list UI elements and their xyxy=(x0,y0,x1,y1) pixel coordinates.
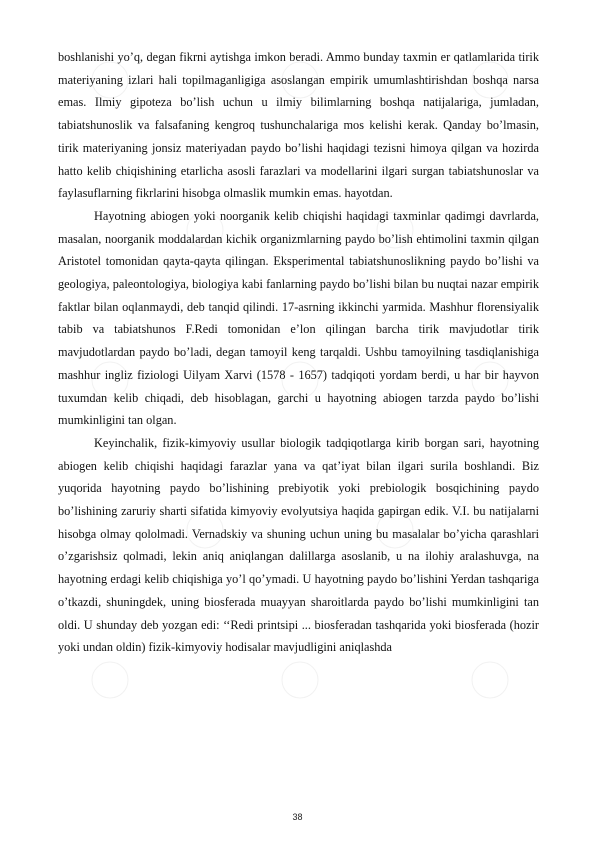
document-page xyxy=(58,46,539,659)
paragraph-1: boshlanishi yo’q, degan fikrni aytishga imkon beradi. Ammo bunday taxmin er qatlamlarida tirik materiyaning izlari hali topilmaganligiga asoslangan empirik umumlashtirishdan boshqa narsa emas. Ilmiy gipoteza bo’lish uchun u ilmiy bilimlarning boshqa natijalariga, jumladan, tabiatshunoslik va falsafaning kengroq tushunchalariga mos kelishi kerak. Qanday bo’lmasin, tirik materiyaning jonsiz materiyadan paydo bo’lishi haqidagi tezisni himoya qilgan va hozirda hatto kelib chiqishining etarlicha asosli farazlari va modellarini ilgari surgan tabiatshunoslar va faylasuflarning fikrlarini hisobga olmaslik mumkin emas. hayotdan. xyxy=(58,50,539,201)
page-number: 38 xyxy=(292,812,303,822)
paragraph-3: Keyinchalik, fizik-kimyoviy usullar biologik tadqiqotlarga kirib borgan sari, hayotning abiogen kelib chiqishi haqidagi farazlar yana va qat’iyat bilan ilgari surila boshlandi. Biz yuqorida hayotning paydo bo’lishining prebiyotik yoki prebiologik bosqichining paydo bo’lishining zaruriy sharti sifatida kimyoviy evolyutsiya haqida gapirgan edik. V.I. bu natijalarni hisobga olmay qololmadi. Vernadskiy va shuning uchun uning bu masalalar bo’yicha qarashlari o’zgarishsiz qolmadi, lekin aniq aniqlangan dalillarga asoslanib, u na ilohiy aralashuvga, na hayotning erdagi kelib chiqishiga yo’l qo’ymadi. U hayotning paydo bo’lishini Yerdan tashqariga o’tkazdi, shuningdek, uning biosferada muayyan sharoitlarda paydo bo’lishi mumkinligini tan oldi. U shunday deb yozgan edi: ‘‘Redi printsipi ... biosferadan tashqarida yoki biosferada (hozir yoki undan oldin) fizik-kimyoviy hodisalar mavjudligini aniqlashda xyxy=(58,435,539,655)
paragraph-2: Hayotning abiogen yoki noorganik kelib chiqishi haqidagi taxminlar qadimgi davrlarda, masalan, noorganik moddalardan kichik organizmlarning paydo bo’lish ehtimolini taxmin qilgan Aristotel tomonidan qayta-qayta qilingan. Eksperimental tabiatshunoslikning paydo bo’lishi va geologiya, paleontologiya, biologiya kabi fanlarning paydo bo’lishi bilan bu nuqtai nazar empirik faktlar bilan oqlanmaydi, deb tanqid qilindi. 17-asrning ikkinchi yarmida. Mashhur florensiyalik tabib va tabiatshunos F.Redi tomonidan e’lon qilingan barcha tirik mavjudotlar tirik mavjudotlardan paydo bo’ladi, degan tamoyil keng tarqaldi. Ushbu tamoyilning tasdiqlanishiga mashhur ingliz fiziologi Uilyam Xarvi (1578 - 1657) tadqiqoti yordam berdi, u har bir hayvon tuxumdan kelib chiqadi, deb hisoblagan, garchi u hayotning abiogen tarzda paydo bo’lishi mumkinligini tan olgan. xyxy=(58,208,539,428)
